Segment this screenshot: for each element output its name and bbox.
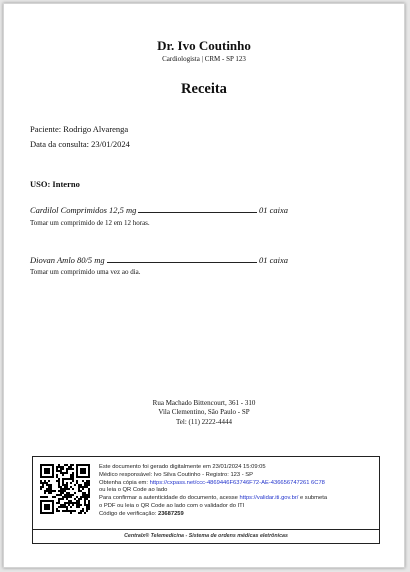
signature-iti-hint: o PDF ou leia o QR Code ao lado com o validador do ITI xyxy=(99,502,245,509)
medication-name: Diovan Amlo 80/5 mg xyxy=(30,255,105,265)
digital-signature-box xyxy=(32,456,380,544)
document-title: Receita xyxy=(181,81,227,97)
verification-code: 23687259 xyxy=(157,510,184,517)
patient-name: Paciente: Rodrigo Alvarenga xyxy=(30,124,129,134)
qr-code-icon[interactable] xyxy=(40,464,90,514)
signature-details xyxy=(99,464,375,519)
medication-instructions: Tomar um comprimido uma vez ao dia. xyxy=(30,268,141,276)
address-district: Vila Clementino, São Paulo - SP xyxy=(158,408,250,417)
medication-quantity: 01 caixa xyxy=(258,255,288,265)
iti-validator-link[interactable]: https://validar.iti.gov.br/ xyxy=(239,495,299,502)
usage-type: USO: Interno xyxy=(30,179,80,189)
signature-copy-line: Obtenha cópia em: https://cxpass.net/ccc-4869446F63746F72-AE-436656747261 6C78 xyxy=(99,479,325,486)
signature-doctor: Médico responsável: Ivo Silva Coutinho - Registro: 123 - SP xyxy=(99,471,254,478)
address-phone: Tel: (11) 2222-4444 xyxy=(175,417,233,426)
signature-verify-line: Para confirmar a autenticidade do documento, acesse https://validar.iti.gov.br/ e submeta xyxy=(99,495,328,502)
prescription-page xyxy=(3,3,405,568)
clinic-address xyxy=(4,399,404,427)
doctor-name: Dr. Ivo Coutinho xyxy=(157,38,251,53)
medication-fill-line xyxy=(138,212,257,213)
signature-qr-hint: ou leia o QR Code ao lado xyxy=(99,487,168,494)
medication-item xyxy=(30,255,288,265)
copy-link[interactable]: https://cxpass.net/ccc-4869446F63746F72-AE-436656747261 6C78 xyxy=(149,479,325,486)
medication-name: Cardilol Comprimidos 12,5 mg xyxy=(30,205,137,215)
medication-item xyxy=(30,205,288,215)
consultation-date: Data da consulta: 23/01/2024 xyxy=(30,139,130,149)
verification-code-line: Código de verificação: 23687259 xyxy=(99,510,184,517)
medication-fill-line xyxy=(107,262,257,263)
medication-instructions: Tomar um comprimido de 12 em 12 horas. xyxy=(30,219,150,227)
doctor-specialty-crm: Cardiologista | CRM - SP 123 xyxy=(162,55,246,63)
signature-generated: Este documento foi gerado digitalmente em 23/01/2024 15:09:05 xyxy=(99,464,266,470)
address-street: Rua Machado Bittencourt, 361 - 310 xyxy=(152,399,256,407)
medication-quantity: 01 caixa xyxy=(258,205,288,215)
system-footer: Centralx® Telemedicina - Sistema de ordens médicas eletrônicas xyxy=(33,529,379,543)
